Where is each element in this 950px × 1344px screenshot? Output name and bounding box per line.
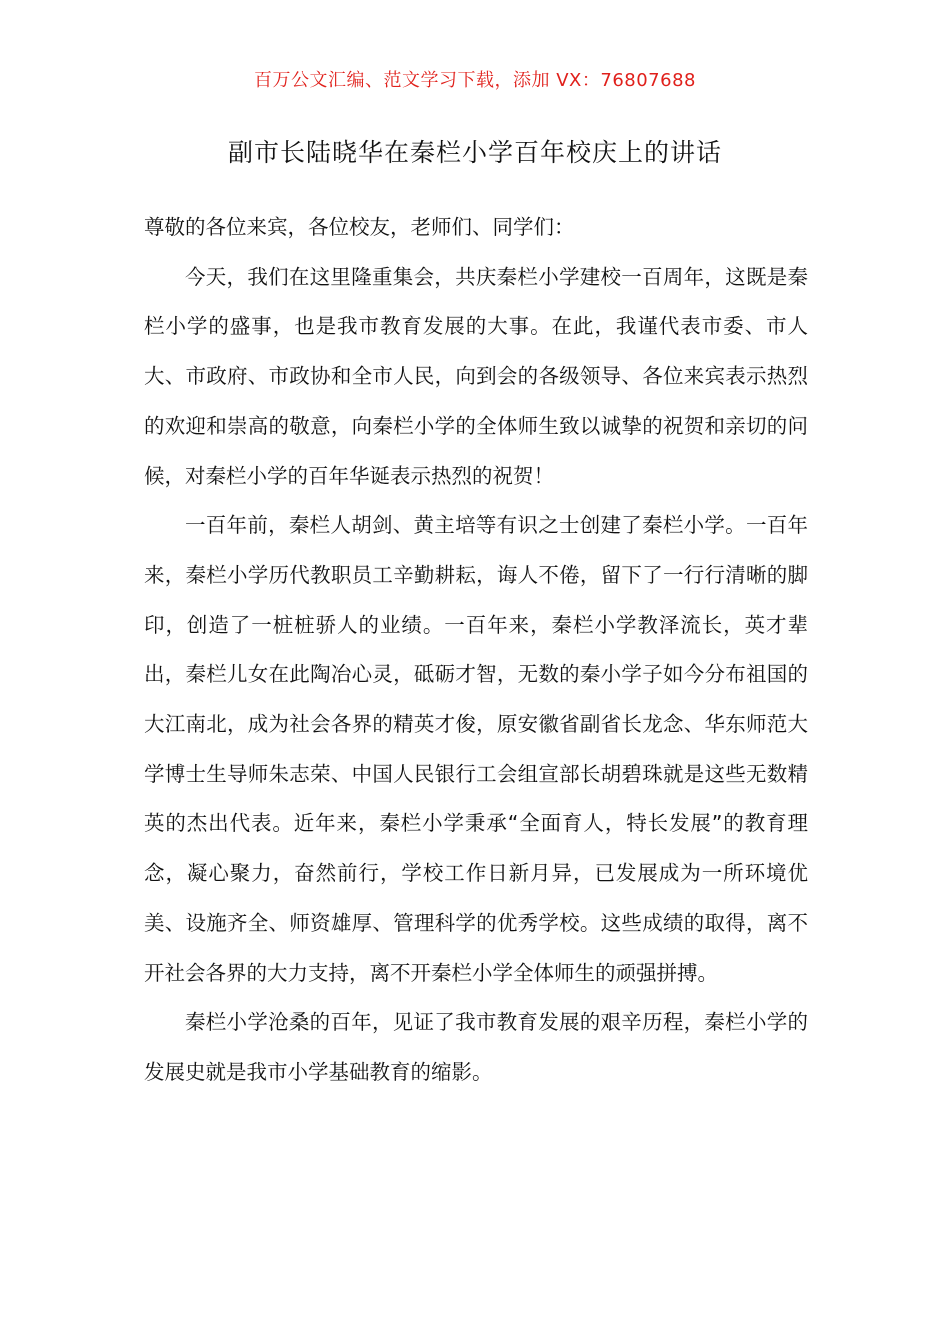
header-watermark-note: 百万公文汇编、范文学习下载，添加 VX：76807688 — [254, 70, 696, 91]
document-title: 副市长陆晓华在秦栏小学百年校庆上的讲话 — [227, 138, 722, 167]
paragraph-3: 秦栏小学沧桑的百年，见证了我市教育发展的艰辛历程，秦栏小学的发展史就是我市小学基础教育的缩影。 — [144, 1010, 808, 1084]
paragraph-2: 一百年前，秦栏人胡剑、黄主培等有识之士创建了秦栏小学。一百年来，秦栏小学历代教职员工辛勤耕耘，诲人不倦，留下了一行行清晰的脚印，创造了一桩桩骄人的业绩。一百年来，秦栏小学教泽流长，英才辈出，秦栏儿女在此陶冶心灵，砥砺才智，无数的秦小学子如今分布祖国的大江南北，成为社会各界的精英才俊，原安徽省副省长龙念、华东师范大学博士生导师朱志荣、中国人民银行工会组宣部长胡碧珠就是这些无数精英的杰出代表。近年来，秦栏小学秉承“全面育人，特长发展”的教育理念，凝心聚力，奋然前行，学校工作日新月异，已发展成为一所环境优美、设施齐全、师资雄厚、管理科学的优秀学校。这些成绩的取得，离不开社会各界的大力支持，离不开秦栏小学全体师生的顽强拼搏。 — [144, 513, 808, 985]
paragraph-1: 今天，我们在这里隆重集会，共庆秦栏小学建校一百周年，这既是秦栏小学的盛事，也是我市教育发展的大事。在此，我谨代表市委、市人大、市政府、市政协和全市人民，向到会的各级领导、各位来宾表示热烈的欢迎和崇高的敬意，向秦栏小学的全体师生致以诚挚的祝贺和亲切的问候，对秦栏小学的百年华诞表示热烈的祝贺！ — [144, 264, 808, 488]
document-body — [144, 203, 808, 1098]
salutation: 尊敬的各位来宾，各位校友，老师们、同学们： — [144, 215, 575, 239]
